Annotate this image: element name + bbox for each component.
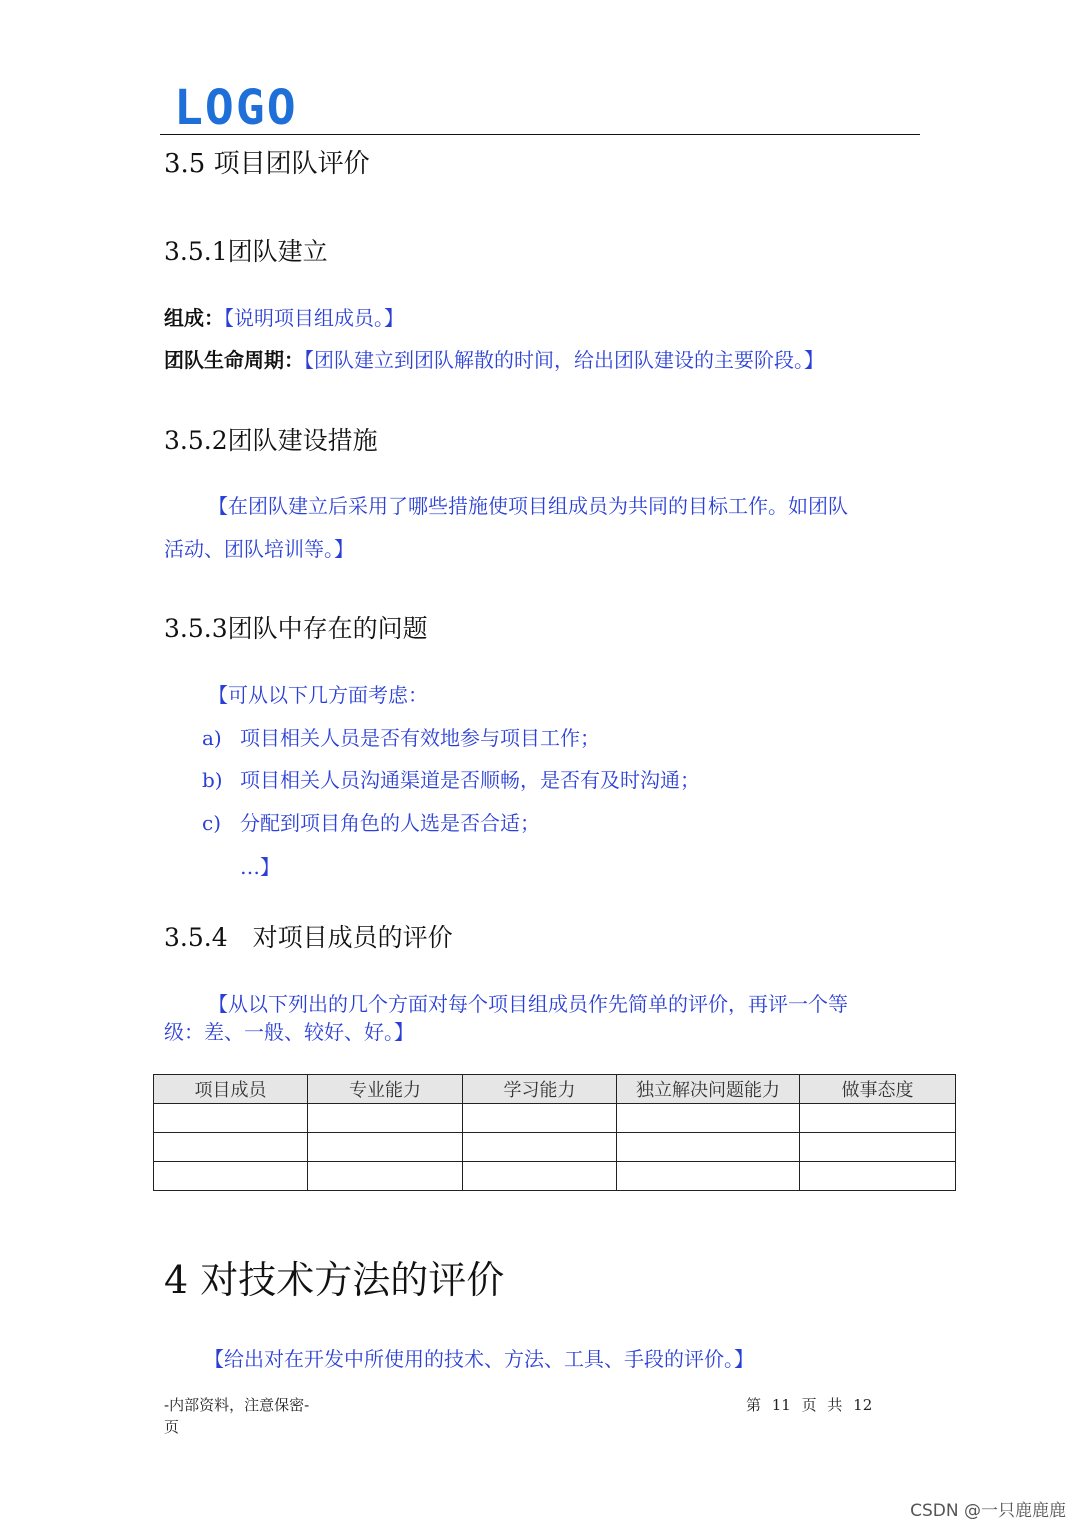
logo: LOGO	[174, 80, 298, 136]
table-cell	[463, 1162, 617, 1191]
problem-item-a-text: 项目相关人员是否有效地参与项目工作；	[240, 726, 600, 750]
header-learning-ability: 学习能力	[463, 1075, 617, 1104]
section-3-5-1-title: 3.5.1团队建立	[164, 237, 328, 266]
table-cell	[617, 1162, 800, 1191]
table-cell	[308, 1104, 463, 1133]
composition-text: 【说明项目组成员。】	[224, 306, 404, 330]
problem-item-c-text: 分配到项目角色的人选是否合适；	[240, 811, 540, 835]
composition-line	[164, 304, 404, 332]
table-row	[154, 1133, 956, 1162]
table-cell	[154, 1104, 308, 1133]
footer-confidential-text: -内部资料，注意保密-	[164, 1396, 310, 1414]
table-cell	[154, 1133, 308, 1162]
table-cell	[800, 1133, 956, 1162]
composition-label: 组成：	[164, 306, 224, 330]
header-work-attitude: 做事态度	[800, 1075, 956, 1104]
member-eval-paragraph-line1: 【从以下列出的几个方面对每个项目组成员作先简单的评价，再评一个等	[208, 992, 848, 1016]
table-header-row	[154, 1075, 956, 1104]
table-cell	[463, 1133, 617, 1162]
section-3-5-4-title: 3.5.4 对项目成员的评价	[164, 923, 453, 952]
table-cell	[617, 1104, 800, 1133]
table-cell	[463, 1104, 617, 1133]
table-cell	[800, 1104, 956, 1133]
watermark: CSDN @一只鹿鹿鹿	[910, 1501, 1066, 1521]
header-problem-solving: 独立解决问题能力	[617, 1075, 800, 1104]
tech-eval-paragraph: 【给出对在开发中所使用的技术、方法、工具、手段的评价。】	[204, 1347, 754, 1371]
problem-item-b-letter: b)	[202, 768, 223, 792]
section-3-5-2-title: 3.5.2团队建设措施	[164, 426, 378, 455]
lifecycle-text: 【团队建立到团队解散的时间，给出团队建设的主要阶段。】	[304, 348, 824, 372]
section-3-5-3-title: 3.5.3团队中存在的问题	[164, 614, 428, 643]
problems-ellipsis: …】	[240, 855, 280, 879]
header-rule	[160, 134, 920, 135]
header-project-member: 项目成员	[154, 1075, 308, 1104]
member-eval-paragraph-line2: 级：差、一般、较好、好。】	[164, 1020, 414, 1044]
footer-confidential	[164, 1394, 364, 1438]
problem-item-b-text: 项目相关人员沟通渠道是否顺畅，是否有及时沟通；	[240, 768, 700, 792]
table-cell	[154, 1162, 308, 1191]
lifecycle-line	[164, 346, 824, 374]
footer-page-continuation: 页	[164, 1418, 180, 1436]
lifecycle-label: 团队生命周期：	[164, 348, 304, 372]
measures-paragraph-line1: 【在团队建立后采用了哪些措施使项目组成员为共同的目标工作。如团队	[208, 494, 848, 518]
section-3-5-title: 3.5 项目团队评价	[164, 149, 370, 179]
problems-intro: 【可从以下几方面考虑：	[208, 683, 428, 707]
table-row	[154, 1162, 956, 1191]
member-evaluation-table	[153, 1074, 956, 1191]
table-cell	[800, 1162, 956, 1191]
section-4-title: 4 对技术方法的评价	[164, 1258, 505, 1302]
problem-item-a-letter: a)	[202, 726, 222, 750]
measures-paragraph-line2: 活动、团队培训等。】	[164, 537, 354, 561]
table-cell	[308, 1162, 463, 1191]
table-row	[154, 1104, 956, 1133]
table-cell	[308, 1133, 463, 1162]
problem-item-c-letter: c)	[202, 811, 222, 835]
footer-page-number: 第 11 页 共 12	[746, 1396, 873, 1414]
header-professional-ability: 专业能力	[308, 1075, 463, 1104]
table-cell	[617, 1133, 800, 1162]
